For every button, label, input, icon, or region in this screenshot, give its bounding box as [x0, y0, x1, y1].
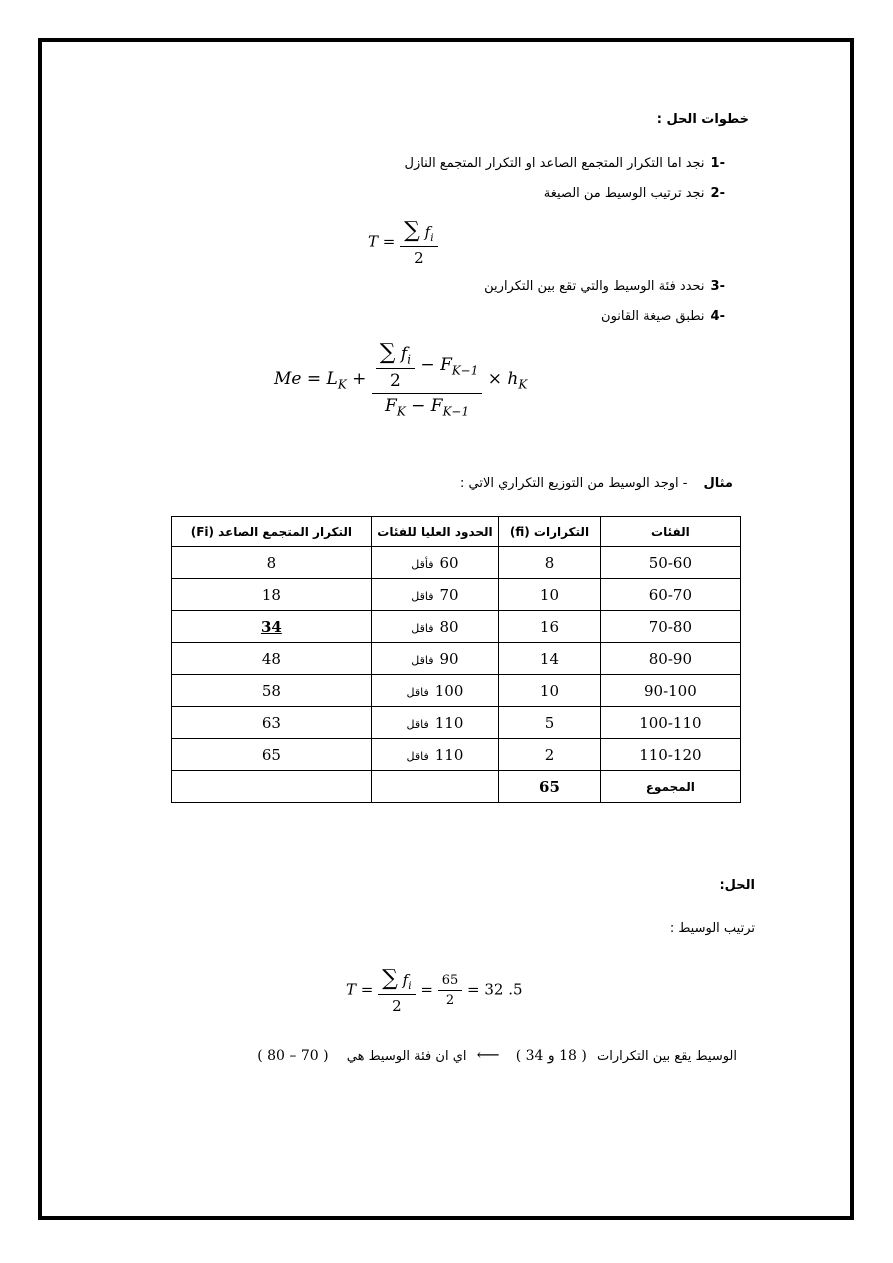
- table-row: [172, 739, 741, 771]
- formula-order: [368, 218, 438, 267]
- formula-median-fraction: $\frac{\sum f_i}{2}$ − $F_{K-1}$ $F_K - F_{K-1}$: [372, 340, 483, 419]
- calc-fraction-value: $\frac{65}{2}$: [438, 973, 463, 1008]
- cell-class: 100-110: [600, 707, 740, 739]
- step-2-text: نجد ترتيب الوسيط من الصيغة: [543, 186, 705, 201]
- between-values: ( 18 و 34 ): [515, 1048, 587, 1064]
- header-upper-bounds: الحدود العليا للفئات: [371, 517, 498, 547]
- table-row: [172, 611, 741, 643]
- steps-title: خطوات الحل :: [656, 112, 749, 127]
- formula-order-eq: =: [382, 232, 401, 251]
- cell-upper-bound: 80فاقل: [371, 611, 498, 643]
- step-2: [544, 186, 725, 201]
- conclusion-line: [257, 1045, 737, 1064]
- table-row: [172, 547, 741, 579]
- cell-frequency: 10: [499, 675, 601, 707]
- cell-class: 60-70: [600, 579, 740, 611]
- formula-order-lhs: T: [368, 232, 379, 251]
- step-4-text: نطبق صيغة القانون: [601, 309, 705, 324]
- cell-cumulative: 65: [172, 739, 372, 771]
- step-2-number: -2: [710, 186, 725, 201]
- conclusion-text-a: الوسيط يقع بين التكرارات: [597, 1049, 737, 1064]
- cell-cumulative: 63: [172, 707, 372, 739]
- table-row: [172, 675, 741, 707]
- step-4-number: -4: [710, 309, 725, 324]
- solution-label: الحل:: [719, 878, 755, 893]
- example-label: مثال: [703, 476, 733, 491]
- order-label: ترتيب الوسيط :: [669, 921, 755, 936]
- cell-class: 80-90: [600, 643, 740, 675]
- calc-fraction-sum: $\frac{\sum f_i}{2}$: [378, 966, 415, 1015]
- cell-class: 110-120: [600, 739, 740, 771]
- formula-median: $Me = L_K$ + $\frac{\sum f_i}{2}$ − $F_{K-1}$ $F_K - F_{K-1}$ × $h_K$: [274, 340, 528, 419]
- cell-class: 90-100: [600, 675, 740, 707]
- formula-median-lhs: Me: [274, 368, 302, 389]
- cell-cumulative: 8: [172, 547, 372, 579]
- cell-class: 50-60: [600, 547, 740, 579]
- cell-frequency: 16: [499, 611, 601, 643]
- table-row: [172, 707, 741, 739]
- table-row: [172, 643, 741, 675]
- table-header-row: [172, 517, 741, 547]
- cell-class: 70-80: [600, 611, 740, 643]
- table-total-row: [172, 771, 741, 803]
- header-cumulative: التكرار المتجمع الصاعد (Fi): [172, 517, 372, 547]
- cell-frequency: 8: [499, 547, 601, 579]
- step-1: [405, 156, 726, 171]
- example-text: - اوجد الوسيط من التوزيع التكراري الاتي :: [460, 476, 688, 491]
- sigma-symbol: ∑: [404, 218, 420, 243]
- cell-cumulative: 58: [172, 675, 372, 707]
- cell-upper-bound: 100فاقل: [371, 675, 498, 707]
- cell-total-value: 65: [499, 771, 601, 803]
- cell-frequency: 2: [499, 739, 601, 771]
- cell-empty: [371, 771, 498, 803]
- order-calculation: T = $\frac{\sum f_i}{2}$ = $\frac{65}{2}$ = 32 .5: [346, 966, 523, 1015]
- median-class: ( 70 – 80 ): [257, 1048, 329, 1064]
- step-3: [484, 279, 725, 294]
- frequency-table: [171, 516, 741, 803]
- cell-upper-bound: 90فاقل: [371, 643, 498, 675]
- formula-median-inner-fraction: $\frac{\sum f_i}{2}$: [376, 340, 415, 391]
- example-line: [460, 476, 733, 491]
- table-row: [172, 579, 741, 611]
- cell-upper-bound: 110فاقل: [371, 739, 498, 771]
- calc-result: 32 .5: [484, 980, 523, 999]
- cell-total-label: المجموع: [600, 771, 740, 803]
- cell-upper-bound: 60فأقل: [371, 547, 498, 579]
- step-4: [601, 309, 725, 324]
- conclusion-text-b: اي ان فئة الوسيط هي: [346, 1049, 467, 1064]
- arrow-icon: ⟵: [476, 1045, 500, 1064]
- step-1-text: نجد اما التكرار المتجمع الصاعد او التكرار المتجمع النازل: [404, 156, 705, 171]
- cell-empty: [172, 771, 372, 803]
- step-3-text: نحدد فئة الوسيط والتي تقع بين التكرارين: [484, 279, 705, 294]
- step-3-number: -3: [710, 279, 725, 294]
- cell-cumulative-highlighted: 34: [172, 611, 372, 643]
- step-1-number: -1: [710, 156, 725, 171]
- cell-cumulative: 18: [172, 579, 372, 611]
- cell-frequency: 10: [499, 579, 601, 611]
- cell-upper-bound: 70فاقل: [371, 579, 498, 611]
- cell-frequency: 5: [499, 707, 601, 739]
- cell-cumulative: 48: [172, 643, 372, 675]
- header-classes: الفئات: [600, 517, 740, 547]
- cell-upper-bound: 110فاقل: [371, 707, 498, 739]
- formula-order-fraction: $\frac{\sum f_i}{2}$: [400, 218, 437, 267]
- header-frequencies: التكرارات (fi): [499, 517, 601, 547]
- cell-frequency: 14: [499, 643, 601, 675]
